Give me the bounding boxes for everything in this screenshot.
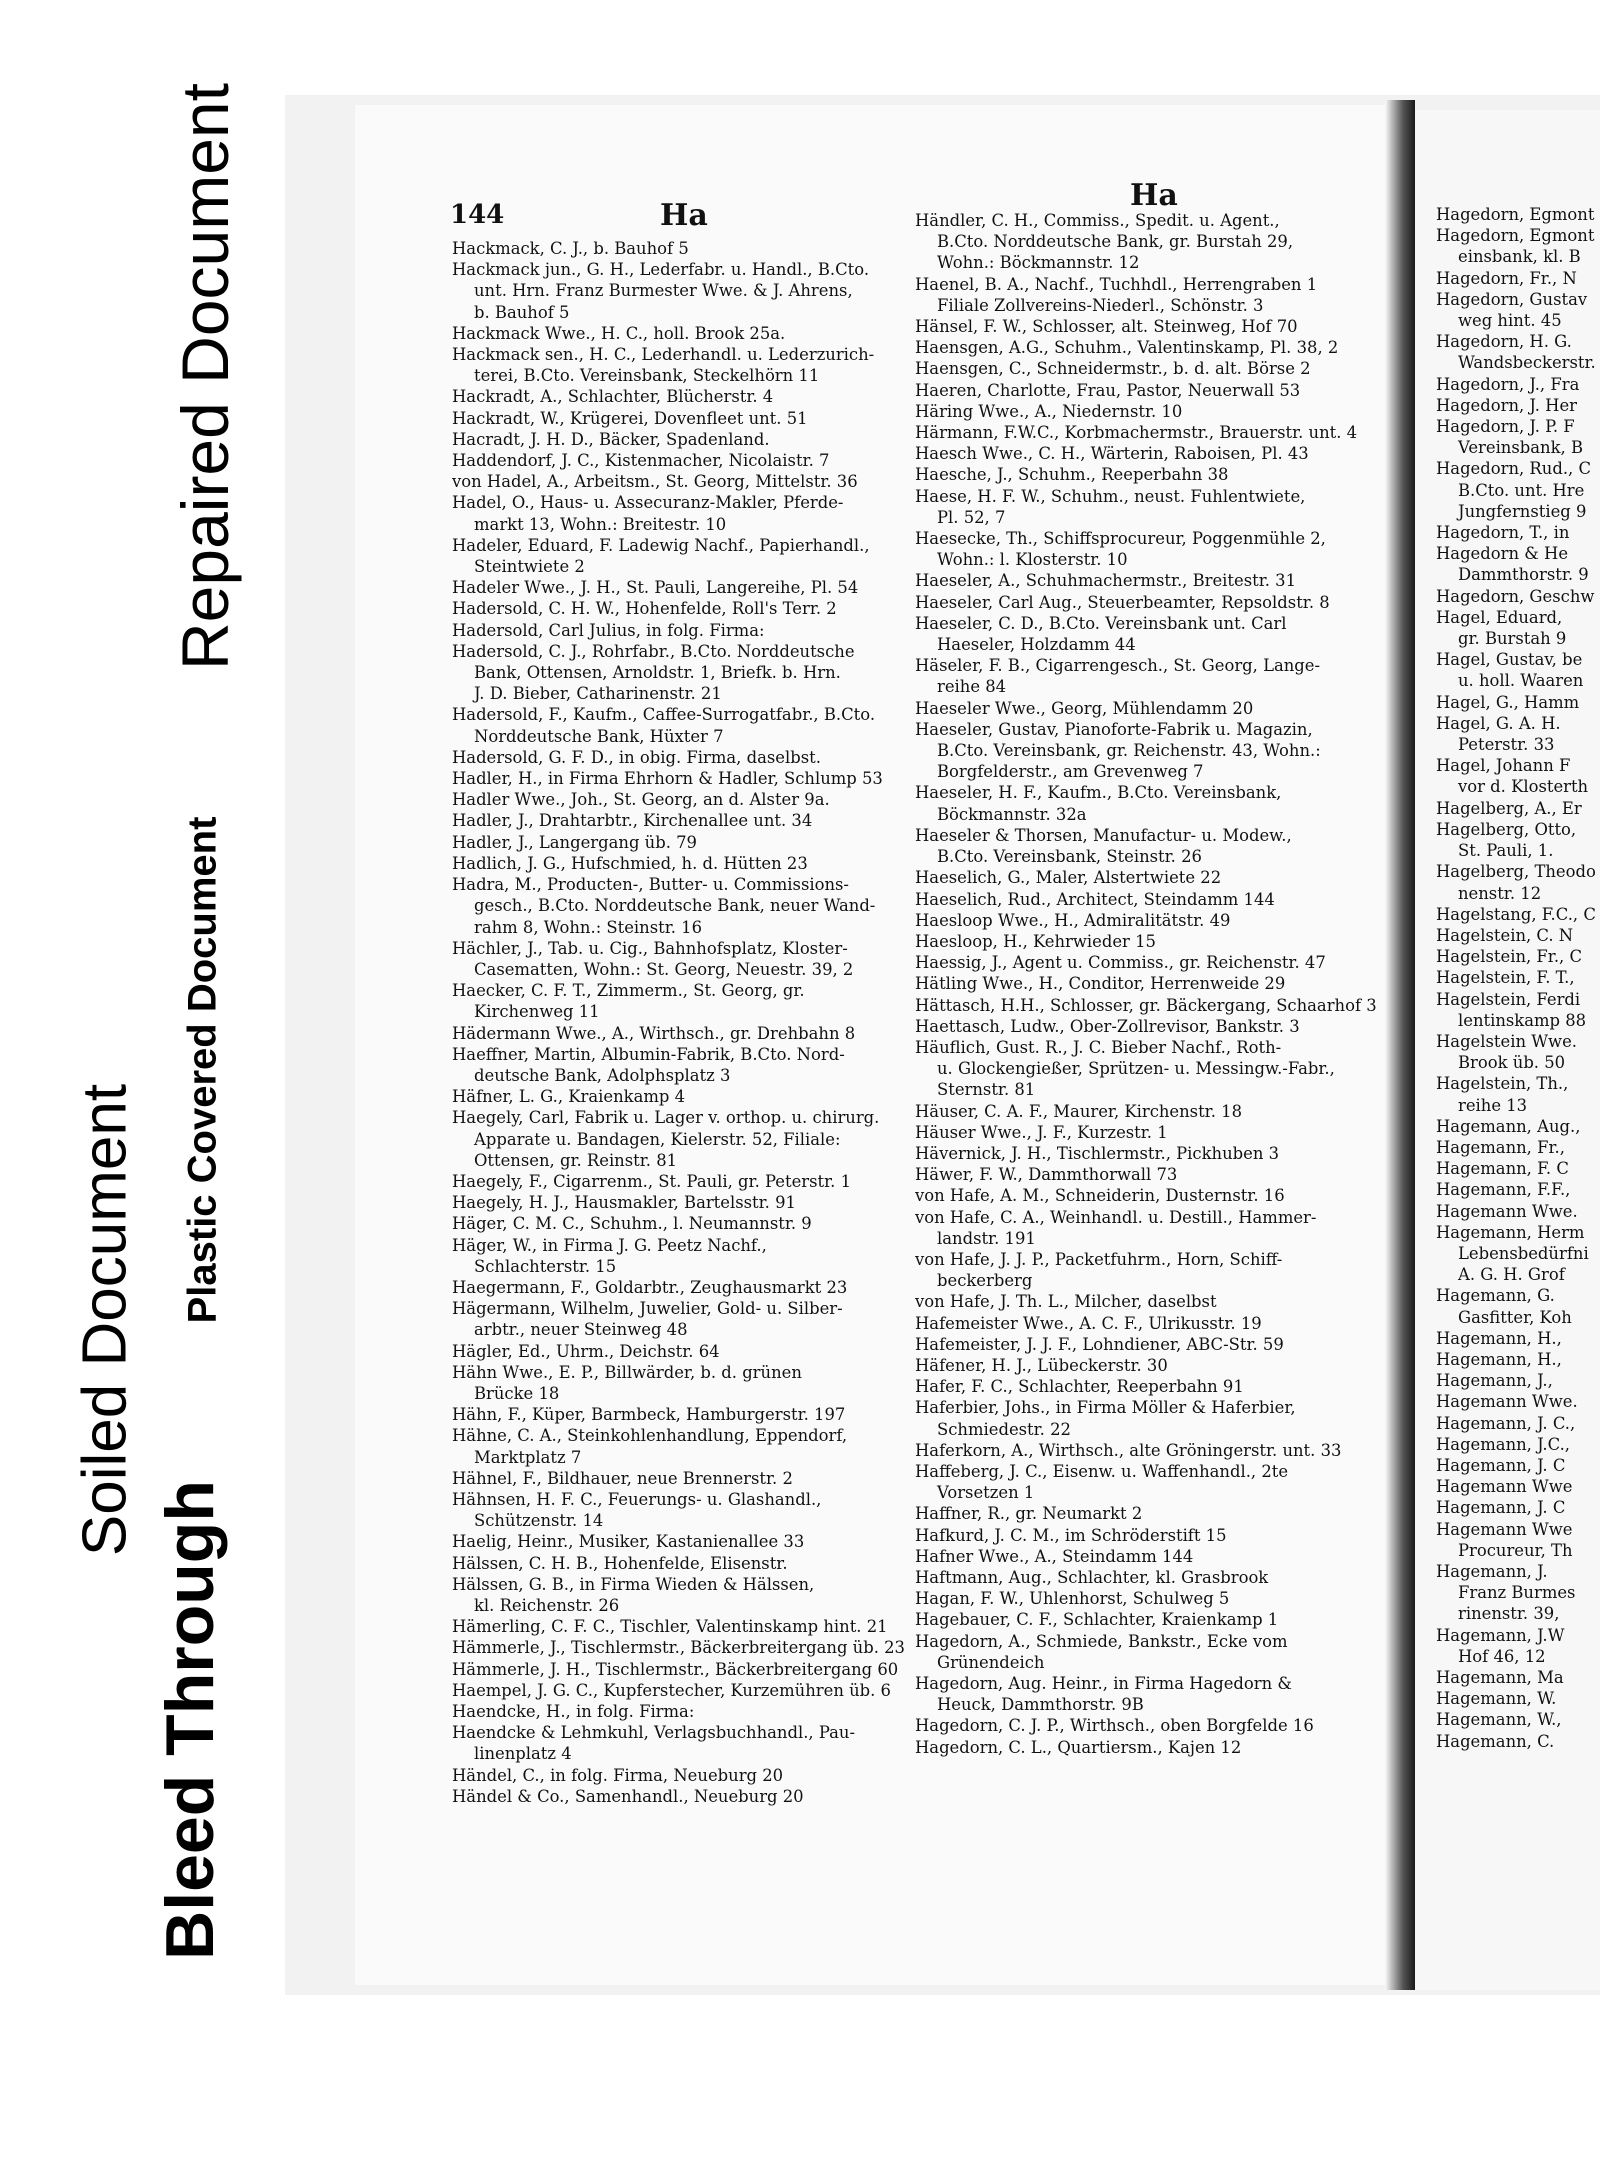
directory-entry: Haeseler, A., Schuhmachermstr., Breitestr. 31 xyxy=(915,571,1297,591)
directory-entry: Hätling Wwe., H., Conditor, Herrenweide 29 xyxy=(915,974,1286,994)
directory-entry: Hadler, J., Drahtarbtr., Kirchenallee unt. 34 xyxy=(452,811,813,831)
directory-entry: Haegely, Carl, Fabrik u. Lager v. orthop. u. chirurg. xyxy=(452,1108,880,1128)
directory-entry: kl. Reichenstr. 26 xyxy=(474,1596,620,1615)
directory-entry: deutsche Bank, Adolphsplatz 3 xyxy=(474,1065,731,1085)
directory-entry: Hackmack sen., H. C., Lederhandl. u. Lederzurich- xyxy=(452,345,875,365)
directory-entry: Brook üb. 50 xyxy=(1458,1053,1566,1073)
directory-entry: Hadler, J., Langergang üb. 79 xyxy=(452,832,697,852)
directory-entry: Bank, Ottensen, Arnoldstr. 1, Briefk. b. Hrn. xyxy=(474,663,841,683)
directory-entry: Hagelstein, C. N xyxy=(1436,925,1574,945)
directory-entry: Hagemann, C. xyxy=(1436,1731,1555,1751)
directory-entry: Schmiedestr. 22 xyxy=(937,1419,1071,1439)
directory-entry: Hagemann Wwe xyxy=(1436,1519,1573,1539)
directory-entry: B.Cto. Vereinsbank, gr. Reichenstr. 43, Wohn.: xyxy=(937,741,1321,761)
directory-entry: Hof 46, 12 xyxy=(1458,1646,1546,1666)
directory-entry: Haffeberg, J. C., Eisenw. u. Waffenhandl., 2te xyxy=(915,1461,1289,1481)
directory-entry: Dammthorstr. 9 xyxy=(1458,565,1589,585)
directory-entry: Hädermann Wwe., A., Wirthsch., gr. Drehbahn 8 xyxy=(452,1023,856,1043)
directory-entry: gesch., B.Cto. Norddeutsche Bank, neuer Wand- xyxy=(474,896,876,916)
directory-entry: Haeffner, Martin, Albumin-Fabrik, B.Cto. Nord- xyxy=(452,1044,845,1064)
directory-entry: B.Cto. Norddeutsche Bank, gr. Burstah 29, xyxy=(937,232,1294,252)
directory-entry: lentinskamp 88 xyxy=(1458,1010,1587,1030)
directory-entry: Haenel, B. A., Nachf., Tuchhdl., Herrengraben 1 xyxy=(915,274,1318,294)
directory-entry: Haeseler, Gustav, Pianoforte-Fabrik u. Magazin, xyxy=(915,719,1313,739)
directory-entry: Filiale Zollvereins-Niederl., Schönstr. 3 xyxy=(937,295,1264,315)
directory-entry: Haesecke, Th., Schiffsprocureur, Poggenmühle 2, xyxy=(915,529,1326,549)
directory-entry: Hagelstein, Th., xyxy=(1436,1074,1569,1094)
directory-entry: Hadel, O., Haus- u. Assecuranz-Makler, Pferde- xyxy=(452,493,844,513)
directory-entry: Haesloop, H., Kehrwieder 15 xyxy=(915,931,1156,951)
directory-entry: Händler, C. H., Commiss., Spedit. u. Agent., xyxy=(915,211,1280,230)
directory-entry: Hämmerle, J., Tischlermstr., Bäckerbreitergang üb. 23 xyxy=(452,1638,905,1658)
directory-entry: Hagedorn, A., Schmiede, Bankstr., Ecke vom xyxy=(915,1631,1288,1651)
directory-entry: Hagemann, W., xyxy=(1436,1710,1562,1730)
directory-entry: Franz Burmes xyxy=(1458,1583,1576,1603)
directory-entry: Hagedorn, Egmont xyxy=(1436,205,1595,224)
directory-entry: Hadler, H., in Firma Ehrhorn & Hadler, Schlump 53 xyxy=(452,769,883,789)
directory-entry: Hackradt, W., Krügerei, Dovenfleet unt. 51 xyxy=(452,408,808,428)
directory-entry: Haese, H. F. W., Schuhm., neust. Fuhlentwiete, xyxy=(915,486,1306,506)
plastic-covered-label: Plastic Covered Document xyxy=(180,816,225,1324)
directory-entry: u. Glockengießer, Sprützen- u. Messingw.-Fabr., xyxy=(937,1059,1335,1079)
directory-column-3 xyxy=(1436,204,1600,1752)
directory-entry: Hagan, F. W., Uhlenhorst, Schulweg 5 xyxy=(915,1589,1230,1609)
directory-entry: Hagebauer, C. F., Schlachter, Kraienkamp 1 xyxy=(915,1610,1279,1630)
directory-entry: Häwer, F. W., Dammthorwall 73 xyxy=(915,1165,1178,1185)
directory-entry: terei, B.Cto. Vereinsbank, Steckelhörn 11 xyxy=(474,366,820,386)
directory-entry: Borgfelderstr., am Grevenweg 7 xyxy=(937,762,1204,782)
directory-entry: Hagemann, Fr., xyxy=(1436,1137,1565,1157)
bleed-through-label: Bleed Through xyxy=(152,1480,228,1960)
directory-entry: Hackmack, C. J., b. Bauhof 5 xyxy=(452,239,689,258)
directory-entry: Gasfitter, Koh xyxy=(1458,1307,1572,1327)
directory-entry: Hackmack jun., G. H., Lederfabr. u. Handl., B.Cto. xyxy=(452,260,870,280)
directory-entry: Haendcke & Lehmkuhl, Verlagsbuchhandl., Pau- xyxy=(452,1723,856,1743)
directory-entry: Hadra, M., Producten-, Butter- u. Commissions- xyxy=(452,875,849,895)
directory-entry: Wohn.: l. Klosterstr. 10 xyxy=(937,550,1128,570)
directory-entry: Hagemann, J.C., xyxy=(1436,1434,1570,1454)
directory-entry: Häuser Wwe., J. F., Kurzestr. 1 xyxy=(915,1122,1168,1142)
directory-column-1 xyxy=(452,238,922,1807)
directory-entry: Hähnsen, H. F. C., Feuerungs- u. Glashandl., xyxy=(452,1489,822,1509)
directory-entry: Haessig, J., Agent u. Commiss., gr. Reichenstr. 47 xyxy=(915,953,1326,973)
directory-entry: Hättasch, H.H., Schlosser, gr. Bäckergang, Schaarhof 3 xyxy=(915,995,1377,1015)
directory-entry: Hafer, F. C., Schlachter, Reeperbahn 91 xyxy=(915,1377,1244,1397)
repaired-document-label: Repaired Document xyxy=(168,83,242,670)
directory-entry: einsbank, kl. B xyxy=(1458,247,1581,267)
directory-entry: rinenstr. 39, xyxy=(1458,1604,1560,1624)
directory-entry: Härmann, F.W.C., Korbmachermstr., Brauerstr. unt. 4 xyxy=(915,423,1358,443)
directory-entry: Lebensbedürfni xyxy=(1458,1243,1589,1263)
directory-entry: gr. Burstah 9 xyxy=(1458,629,1567,649)
directory-entry: Häseler, F. B., Cigarrengesch., St. Georg, Lange- xyxy=(915,656,1321,676)
directory-entry: Wandsbeckerstr. xyxy=(1458,353,1596,373)
directory-entry: Hadeler, Eduard, F. Ladewig Nachf., Papierhandl., xyxy=(452,535,870,555)
directory-entry: Häring Wwe., A., Niedernstr. 10 xyxy=(915,401,1183,421)
directory-entry: Hagedorn, C. J. P., Wirthsch., oben Borgfelde 16 xyxy=(915,1716,1314,1736)
directory-entry: Haendcke, H., in folg. Firma: xyxy=(452,1702,695,1722)
directory-entry: nenstr. 12 xyxy=(1458,883,1542,903)
directory-entry: Hagemann, H., xyxy=(1436,1349,1562,1369)
directory-entry: Haddendorf, J. C., Kistenmacher, Nicolaistr. 7 xyxy=(452,451,830,471)
directory-entry: Hagedorn, T., in xyxy=(1436,523,1570,543)
directory-entry: Hagemann, Ma xyxy=(1436,1668,1564,1688)
directory-entry: Hagedorn, J. Her xyxy=(1436,395,1577,415)
directory-entry: Hagelberg, A., Er xyxy=(1436,798,1582,818)
page-number: 144 xyxy=(450,200,505,230)
directory-entry: Hagel, Eduard, xyxy=(1436,607,1563,627)
directory-entry: markt 13, Wohn.: Breitestr. 10 xyxy=(474,514,727,534)
directory-entry: von Hafe, A. M., Schneiderin, Dusternstr. 16 xyxy=(915,1186,1285,1206)
directory-entry: St. Pauli, 1. xyxy=(1458,841,1554,861)
directory-entry: Hagemann, F.F., xyxy=(1436,1180,1571,1200)
directory-entry: Hagedorn, Egmont xyxy=(1436,226,1595,246)
directory-entry: reihe 84 xyxy=(937,677,1007,697)
directory-entry: vor d. Klosterth xyxy=(1458,777,1589,797)
directory-entry: Sternstr. 81 xyxy=(937,1080,1036,1100)
directory-entry: Hagelstein, Ferdi xyxy=(1436,989,1581,1009)
directory-entry: Hagedorn, Aug. Heinr., in Firma Hagedorn & xyxy=(915,1674,1292,1694)
directory-entry: Haelig, Heinr., Musiker, Kastanienallee 33 xyxy=(452,1532,805,1552)
directory-entry: Hagel, G., Hamm xyxy=(1436,692,1580,712)
directory-entry: Kirchenweg 11 xyxy=(474,1002,600,1022)
directory-entry: Pl. 52, 7 xyxy=(937,507,1006,527)
directory-entry: Hähn, F., Küper, Barmbeck, Hamburgerstr. 197 xyxy=(452,1405,846,1425)
directory-entry: Hälssen, G. B., in Firma Wieden & Hälssen, xyxy=(452,1574,815,1594)
directory-entry: B.Cto. unt. Hre xyxy=(1458,480,1585,500)
directory-entry: von Hafe, J. J. P., Packetfuhrm., Horn, Schiff- xyxy=(915,1249,1283,1269)
directory-entry: Hagemann, J. C xyxy=(1436,1455,1566,1475)
directory-entry: Hadersold, C. H. W., Hohenfelde, Roll's Terr. 2 xyxy=(452,599,837,619)
directory-entry: Marktplatz 7 xyxy=(474,1447,582,1467)
directory-entry: Heuck, Dammthorstr. 9B xyxy=(937,1695,1144,1715)
directory-entry: Häuflich, Gust. R., J. C. Bieber Nachf., Roth- xyxy=(915,1037,1282,1057)
directory-entry: von Hafe, J. Th. L., Milcher, daselbst xyxy=(915,1292,1217,1312)
directory-entry: Hämerling, C. F. C., Tischler, Valentinskamp hint. 21 xyxy=(452,1617,888,1637)
directory-entry: Steintwiete 2 xyxy=(474,557,585,577)
directory-entry: Hagedorn, Fr., N xyxy=(1436,268,1577,288)
directory-entry: Apparate u. Bandagen, Kielerstr. 52, Filiale: xyxy=(474,1129,841,1149)
directory-entry: Haeren, Charlotte, Frau, Pastor, Neuerwall 53 xyxy=(915,380,1301,400)
directory-entry: Hagemann Wwe. xyxy=(1436,1392,1578,1412)
directory-entry: reihe 13 xyxy=(1458,1095,1528,1115)
directory-entry: von Hafe, C. A., Weinhandl. u. Destill., Hammer- xyxy=(915,1207,1317,1227)
directory-entry: Haeselich, Rud., Architect, Steindamm 144 xyxy=(915,889,1275,909)
directory-entry: Grünendeich xyxy=(937,1652,1045,1672)
directory-column-2 xyxy=(915,210,1385,1758)
directory-entry: Hächler, J., Tab. u. Cig., Bahnhofsplatz, Kloster- xyxy=(452,938,848,958)
directory-entry: Hagemann, J. C., xyxy=(1436,1413,1576,1433)
directory-entry: J. D. Bieber, Catharinenstr. 21 xyxy=(474,684,722,704)
directory-entry: Haensgen, C., Schneidermstr., b. d. alt. Börse 2 xyxy=(915,359,1311,379)
directory-entry: Häfner, L. G., Kraienkamp 4 xyxy=(452,1087,686,1107)
directory-entry: Hagemann, H., xyxy=(1436,1328,1562,1348)
directory-entry: Hagemann, J.W xyxy=(1436,1625,1565,1645)
directory-entry: Hadeler Wwe., J. H., St. Pauli, Langereihe, Pl. 54 xyxy=(452,578,859,598)
directory-entry: Hagedorn, Gustav xyxy=(1436,289,1588,309)
directory-entry: Haegely, F., Cigarrenm., St. Pauli, gr. Peterstr. 1 xyxy=(452,1171,851,1191)
directory-entry: Jungfernstieg 9 xyxy=(1458,501,1587,521)
directory-entry: Haftmann, Aug., Schlachter, kl. Grasbrook xyxy=(915,1568,1269,1587)
directory-entry: landstr. 191 xyxy=(937,1228,1036,1248)
directory-entry: Haeselich, G., Maler, Alstertwiete 22 xyxy=(915,868,1222,888)
soiled-document-label: Soiled Document xyxy=(70,1083,140,1557)
directory-entry: Procureur, Th xyxy=(1458,1540,1573,1560)
directory-entry: Hähn Wwe., E. P., Billwärder, b. d. grünen xyxy=(452,1362,802,1382)
directory-entry: Hafner Wwe., A., Steindamm 144 xyxy=(915,1546,1194,1566)
directory-entry: Hagelstein, F. T., xyxy=(1436,968,1575,988)
directory-entry: Hänsel, F. W., Schlosser, alt. Steinweg, Hof 70 xyxy=(915,317,1298,337)
directory-entry: Haesche, J., Schuhm., Reeperbahn 38 xyxy=(915,465,1229,485)
directory-entry: Hämmerle, J. H., Tischlermstr., Bäckerbreitergang 60 xyxy=(452,1659,899,1679)
directory-entry: von Hadel, A., Arbeitsm., St. Georg, Mittelstr. 36 xyxy=(452,472,858,492)
directory-entry: Häger, C. M. C., Schuhm., l. Neumannstr. 9 xyxy=(452,1214,812,1234)
directory-entry: Hälssen, C. H. B., Hohenfelde, Elisenstr. xyxy=(452,1553,788,1573)
directory-entry: Haeseler, H. F., Kaufm., B.Cto. Vereinsbank, xyxy=(915,783,1282,803)
directory-entry: Hadersold, Carl Julius, in folg. Firma: xyxy=(452,620,765,640)
directory-entry: Hafemeister Wwe., A. C. F., Ulrikusstr. 19 xyxy=(915,1313,1262,1333)
book-gutter xyxy=(1385,100,1415,1990)
directory-entry: Vereinsbank, B xyxy=(1458,438,1583,458)
directory-entry: Haeseler & Thorsen, Manufactur- u. Modew., xyxy=(915,825,1292,845)
directory-entry: Ottensen, gr. Reinstr. 81 xyxy=(474,1150,678,1170)
directory-entry: Hagedorn, Rud., C xyxy=(1436,459,1591,479)
directory-entry: Hadersold, F., Kaufm., Caffee-Surrogatfabr., B.Cto. xyxy=(452,705,876,725)
directory-entry: Hagedorn, J., Fra xyxy=(1436,374,1580,394)
directory-entry: Haferbier, Johs., in Firma Möller & Haferbier, xyxy=(915,1398,1296,1418)
directory-entry: Hähne, C. A., Steinkohlenhandlung, Eppendorf, xyxy=(452,1426,848,1446)
directory-entry: Häger, W., in Firma J. G. Peetz Nachf., xyxy=(452,1235,767,1255)
directory-entry: Haffner, R., gr. Neumarkt 2 xyxy=(915,1504,1143,1524)
directory-entry: Hackradt, A., Schlachter, Blücherstr. 4 xyxy=(452,387,774,407)
directory-entry: Hävernick, J. H., Tischlermstr., Pickhuben 3 xyxy=(915,1143,1280,1163)
directory-entry: Haegely, H. J., Hausmakler, Bartelsstr. 91 xyxy=(452,1193,796,1213)
directory-entry: Haeseler, Carl Aug., Steuerbeamter, Repsoldstr. 8 xyxy=(915,592,1330,612)
directory-entry: Hagelberg, Otto, xyxy=(1436,819,1577,839)
directory-entry: Hagel, G. A. H. xyxy=(1436,713,1561,733)
directory-entry: Haettasch, Ludw., Ober-Zollrevisor, Bankstr. 3 xyxy=(915,1016,1300,1036)
directory-entry: Hagemann Wwe. xyxy=(1436,1201,1578,1221)
directory-entry: Hagedorn, C. L., Quartiersm., Kajen 12 xyxy=(915,1737,1242,1757)
directory-entry: b. Bauhof 5 xyxy=(474,302,570,322)
directory-entry: Casematten, Wohn.: St. Georg, Neuestr. 39, 2 xyxy=(474,959,854,979)
directory-entry: linenplatz 4 xyxy=(474,1744,572,1764)
directory-entry: arbtr., neuer Steinweg 48 xyxy=(474,1320,688,1340)
directory-entry: A. G. H. Grof xyxy=(1458,1265,1565,1285)
directory-entry: Schützenstr. 14 xyxy=(474,1511,604,1531)
directory-entry: Haeseler Wwe., Georg, Mühlendamm 20 xyxy=(915,698,1254,718)
directory-entry: Hagemann Wwe xyxy=(1436,1477,1573,1497)
directory-entry: Hagemann, F. C xyxy=(1436,1159,1569,1179)
directory-entry: Hacradt, J. H. D., Bäcker, Spadenland. xyxy=(452,429,770,449)
directory-entry: Hagelstein, Fr., C xyxy=(1436,947,1582,967)
directory-entry: Hadlich, J. G., Hufschmied, h. d. Hütten 23 xyxy=(452,853,808,873)
directory-entry: Haegermann, F., Goldarbtr., Zeughausmarkt 23 xyxy=(452,1277,848,1297)
directory-entry: Haecker, C. F. T., Zimmerm., St. Georg, gr. xyxy=(452,981,805,1001)
directory-entry: Schlachterstr. 15 xyxy=(474,1256,617,1276)
directory-entry: Haesloop Wwe., H., Admiralitätstr. 49 xyxy=(915,910,1231,930)
directory-entry: Hadersold, C. J., Rohrfabr., B.Cto. Norddeutsche xyxy=(452,641,855,661)
directory-entry: Hadersold, G. F. D., in obig. Firma, daselbst. xyxy=(452,747,821,767)
page-heading-right: Ha xyxy=(1130,178,1178,213)
page-heading-left: Ha xyxy=(660,198,708,233)
directory-entry: Haeseler, Holzdamm 44 xyxy=(937,635,1136,655)
directory-entry: Händel & Co., Samenhandl., Neueburg 20 xyxy=(452,1786,804,1806)
directory-entry: Hagemann, Herm xyxy=(1436,1222,1585,1242)
directory-entry: Vorsetzen 1 xyxy=(937,1483,1035,1503)
directory-entry: u. holl. Waaren xyxy=(1458,671,1584,691)
directory-entry: Haeseler, C. D., B.Cto. Vereinsbank unt. Carl xyxy=(915,613,1287,633)
directory-entry: Norddeutsche Bank, Hüxter 7 xyxy=(474,726,724,746)
directory-entry: Hackmack Wwe., H. C., holl. Brook 25a. xyxy=(452,323,786,343)
directory-entry: Hagelstang, F.C., C xyxy=(1436,904,1596,924)
directory-entry: Haensgen, A.G., Schuhm., Valentinskamp, Pl. 38, 2 xyxy=(915,338,1339,358)
directory-entry: Hähnel, F., Bildhauer, neue Brennerstr. 2 xyxy=(452,1468,793,1488)
directory-entry: Häfener, H. J., Lübeckerstr. 30 xyxy=(915,1355,1168,1375)
directory-entry: Hagemann, G. xyxy=(1436,1286,1555,1306)
directory-entry: Hadler Wwe., Joh., St. Georg, an d. Alster 9a. xyxy=(452,790,830,810)
directory-entry: Hagemann, W. xyxy=(1436,1689,1557,1709)
directory-entry: Hagedorn, J. P. F xyxy=(1436,417,1575,437)
directory-entry: Hagel, Gustav, be xyxy=(1436,650,1583,670)
directory-entry: Böckmannstr. 32a xyxy=(937,804,1087,824)
directory-entry: Händel, C., in folg. Firma, Neueburg 20 xyxy=(452,1765,784,1785)
directory-entry: weg hint. 45 xyxy=(1458,311,1562,331)
directory-entry: Haempel, J. G. C., Kupferstecher, Kurzemühren üb. 6 xyxy=(452,1680,891,1700)
directory-entry: Hagelstein Wwe. xyxy=(1436,1031,1577,1051)
directory-entry: Hagedorn & He xyxy=(1436,544,1569,564)
directory-entry: Hägler, Ed., Uhrm., Deichstr. 64 xyxy=(452,1341,720,1361)
directory-entry: Hagemann, J., xyxy=(1436,1371,1553,1391)
directory-entry: Hagemann, Aug., xyxy=(1436,1116,1581,1136)
directory-entry: Brücke 18 xyxy=(474,1383,560,1403)
directory-entry: Haferkorn, A., Wirthsch., alte Gröningerstr. unt. 33 xyxy=(915,1440,1342,1460)
directory-entry: unt. Hrn. Franz Burmester Wwe. & J. Ahrens, xyxy=(474,281,853,301)
directory-entry: Hagel, Johann F xyxy=(1436,756,1571,776)
directory-entry: Hägermann, Wilhelm, Juwelier, Gold- u. Silber- xyxy=(452,1299,843,1319)
directory-entry: Haesch Wwe., C. H., Wärterin, Raboisen, Pl. 43 xyxy=(915,444,1309,464)
directory-entry: Häuser, C. A. F., Maurer, Kirchenstr. 18 xyxy=(915,1101,1242,1121)
directory-entry: Hagemann, J. xyxy=(1436,1562,1548,1581)
directory-entry: Hagedorn, H. G. xyxy=(1436,332,1572,352)
directory-entry: Hagedorn, Geschw xyxy=(1436,586,1595,606)
directory-entry: Hagelberg, Theodo xyxy=(1436,862,1596,882)
directory-entry: Hafemeister, J. J. F., Lohndiener, ABC-Str. 59 xyxy=(915,1334,1284,1354)
directory-entry: beckerberg xyxy=(937,1271,1033,1291)
directory-entry: rahm 8, Wohn.: Steinstr. 16 xyxy=(474,917,703,937)
directory-entry: Wohn.: Böckmannstr. 12 xyxy=(937,253,1140,273)
directory-entry: Hafkurd, J. C. M., im Schröderstift 15 xyxy=(915,1525,1227,1545)
directory-entry: Hagemann, J. C xyxy=(1436,1498,1566,1518)
directory-entry: Peterstr. 33 xyxy=(1458,735,1555,755)
directory-entry: B.Cto. Vereinsbank, Steinstr. 26 xyxy=(937,847,1202,867)
